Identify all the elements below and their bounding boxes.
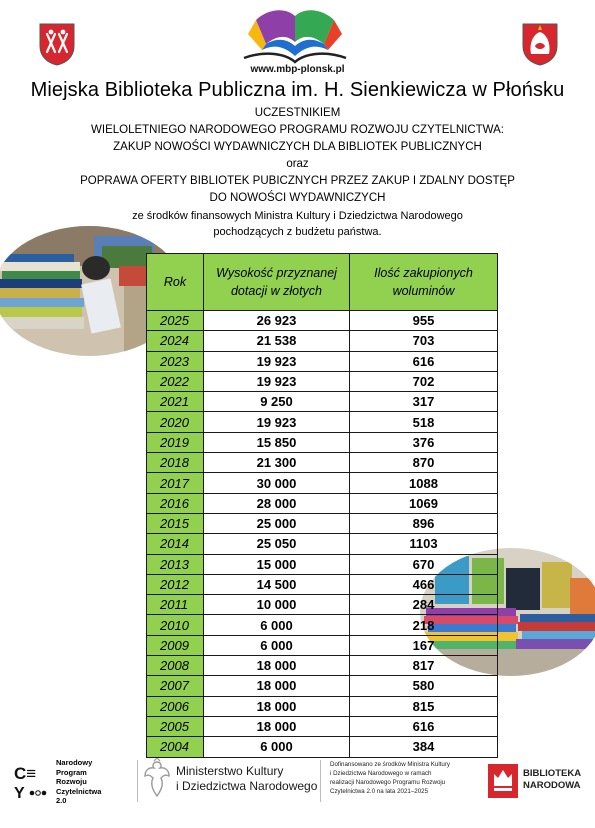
year-cell: 2011 xyxy=(147,595,204,615)
amount-cell: 9 250 xyxy=(204,392,350,412)
table-row xyxy=(147,432,498,452)
header-line: ze środków finansowych Ministra Kultury i Dziedzictwa Narodowego xyxy=(132,210,463,222)
nprc-label xyxy=(56,758,101,806)
header-line: DO NOWOŚCI WYDAWNICZYCH xyxy=(209,192,386,204)
white-eagle-emblem-icon xyxy=(143,758,171,800)
nprc-line: 2.0 xyxy=(56,796,67,805)
volumes-cell: 1069 xyxy=(350,493,498,513)
header-line: POPRAWA OFERTY BIBLIOTEK PUBICZNYCH PRZEZ ZAKUP I ZDALNY DOSTĘP xyxy=(80,175,515,187)
volumes-cell: 955 xyxy=(350,311,498,331)
ministry-line: Ministerstwo Kultury xyxy=(176,764,284,778)
year-cell: 2017 xyxy=(147,473,204,493)
amount-cell: 6 000 xyxy=(204,635,350,655)
year-cell: 2016 xyxy=(147,493,204,513)
volumes-cell: 703 xyxy=(350,331,498,351)
table-row xyxy=(147,676,498,696)
page-title: Miejska Biblioteka Publiczna im. H. Sienkiewicza w Płońsku xyxy=(30,79,565,101)
amount-cell: 28 000 xyxy=(204,493,350,513)
volumes-cell: 518 xyxy=(350,412,498,432)
header-line: oraz xyxy=(286,158,309,170)
amount-cell: 30 000 xyxy=(204,473,350,493)
year-cell: 2023 xyxy=(147,351,204,371)
year-cell: 2009 xyxy=(147,635,204,655)
footer-divider xyxy=(137,760,138,802)
amount-cell: 14 500 xyxy=(204,574,350,594)
amount-cell: 15 850 xyxy=(204,432,350,452)
table-row xyxy=(147,473,498,493)
volumes-cell: 384 xyxy=(350,737,498,757)
table-row xyxy=(147,371,498,391)
bn-line: NARODOWA xyxy=(523,780,581,791)
header-line: WIELOLETNIEGO NARODOWEGO PROGRAMU ROZWOJU CZYTELNICTWA: xyxy=(91,124,504,136)
volumes-cell: 218 xyxy=(350,615,498,635)
header-line: UCZESTNIKIEM xyxy=(254,107,341,119)
header-line: pochodzących z budżetu państwa. xyxy=(213,226,382,238)
amount-cell: 21 538 xyxy=(204,331,350,351)
amount-cell: 18 000 xyxy=(204,656,350,676)
table-row xyxy=(147,716,498,736)
funding-note-line: Dofinansowano ze środków Ministra Kultury xyxy=(330,761,451,768)
year-cell: 2025 xyxy=(147,311,204,331)
table-row xyxy=(147,513,498,533)
nprc-line: Czytelnictwa xyxy=(56,786,102,796)
county-coat-of-arms-icon xyxy=(521,22,559,66)
volumes-cell: 815 xyxy=(350,696,498,716)
amount-cell: 19 923 xyxy=(204,351,350,371)
funding-note xyxy=(330,760,450,796)
table-row xyxy=(147,574,498,594)
year-cell: 2006 xyxy=(147,696,204,716)
year-cell: 2015 xyxy=(147,513,204,533)
table-row xyxy=(147,351,498,371)
table-row xyxy=(147,635,498,655)
amount-cell: 25 000 xyxy=(204,513,350,533)
amount-cell: 6 000 xyxy=(204,615,350,635)
year-cell: 2020 xyxy=(147,412,204,432)
volumes-cell: 1088 xyxy=(350,473,498,493)
volumes-cell: 466 xyxy=(350,574,498,594)
table-body xyxy=(147,311,498,758)
volumes-cell: 702 xyxy=(350,371,498,391)
column-header-amount: Wysokość przyznanej dotacji w złotych xyxy=(204,254,350,311)
header-line: ZAKUP NOWOŚCI WYDAWNICZYCH DLA BIBLIOTEK PUBLICZNYCH xyxy=(113,141,482,153)
year-cell: 2007 xyxy=(147,676,204,696)
amount-cell: 18 000 xyxy=(204,676,350,696)
table-row xyxy=(147,696,498,716)
library-book-logo xyxy=(236,4,354,66)
year-cell: 2005 xyxy=(147,716,204,736)
table-row xyxy=(147,656,498,676)
amount-cell: 21 300 xyxy=(204,453,350,473)
table-row xyxy=(147,615,498,635)
volumes-cell: 1103 xyxy=(350,534,498,554)
national-library-logo-icon xyxy=(488,764,518,798)
year-cell: 2004 xyxy=(147,737,204,757)
footer-divider xyxy=(320,760,321,802)
table-row xyxy=(147,392,498,412)
national-library-label xyxy=(523,768,581,792)
amount-cell: 15 000 xyxy=(204,554,350,574)
volumes-cell: 284 xyxy=(350,595,498,615)
funding-note-line: i Dziedzictwa Narodowego w ramach xyxy=(330,770,432,777)
library-website-url[interactable]: www.mbp-plonsk.pl xyxy=(250,64,345,75)
amount-cell: 18 000 xyxy=(204,716,350,736)
year-cell: 2012 xyxy=(147,574,204,594)
funding-note-line: Czytelnictwa 2.0 na lata 2021–2025 xyxy=(330,788,429,795)
volumes-cell: 616 xyxy=(350,716,498,736)
plonsk-coat-of-arms-icon xyxy=(38,22,76,66)
amount-cell: 26 923 xyxy=(204,311,350,331)
bn-line: BIBLIOTEKA xyxy=(523,768,582,779)
volumes-cell: 167 xyxy=(350,635,498,655)
column-header-volumes: Ilość zakupionych woluminów xyxy=(350,254,498,311)
volumes-cell: 317 xyxy=(350,392,498,412)
year-cell: 2021 xyxy=(147,392,204,412)
grants-table xyxy=(146,253,498,758)
ministry-label xyxy=(176,764,317,794)
volumes-cell: 670 xyxy=(350,554,498,574)
year-cell: 2018 xyxy=(147,453,204,473)
amount-cell: 19 923 xyxy=(204,371,350,391)
volumes-cell: 616 xyxy=(350,351,498,371)
volumes-cell: 870 xyxy=(350,453,498,473)
year-cell: 2014 xyxy=(147,534,204,554)
funding-note-line: realizacji Narodowego Programu Rozwoju xyxy=(330,779,446,786)
nprc-line: Narodowy xyxy=(56,758,93,767)
table-row xyxy=(147,595,498,615)
year-cell: 2008 xyxy=(147,656,204,676)
amount-cell: 18 000 xyxy=(204,696,350,716)
column-header-year: Rok xyxy=(147,254,204,311)
svg-text:C≡: C≡ xyxy=(14,764,37,783)
volumes-cell: 896 xyxy=(350,513,498,533)
amount-cell: 19 923 xyxy=(204,412,350,432)
table-header-row xyxy=(147,254,498,311)
nprc-logo-icon xyxy=(14,762,48,800)
svg-text:Y: Y xyxy=(14,785,25,800)
table-row xyxy=(147,534,498,554)
amount-cell: 6 000 xyxy=(204,737,350,757)
year-cell: 2010 xyxy=(147,615,204,635)
table-row xyxy=(147,331,498,351)
year-cell: 2024 xyxy=(147,331,204,351)
ministry-line: i Dziedzictwa Narodowego xyxy=(176,779,318,793)
table-row xyxy=(147,311,498,331)
year-cell: 2013 xyxy=(147,554,204,574)
volumes-cell: 580 xyxy=(350,676,498,696)
table-row xyxy=(147,453,498,473)
volumes-cell: 376 xyxy=(350,432,498,452)
amount-cell: 10 000 xyxy=(204,595,350,615)
table-row xyxy=(147,493,498,513)
table-row xyxy=(147,412,498,432)
nprc-line: Program xyxy=(56,767,87,777)
year-cell: 2022 xyxy=(147,371,204,391)
amount-cell: 25 050 xyxy=(204,534,350,554)
year-cell: 2019 xyxy=(147,432,204,452)
table-row xyxy=(147,554,498,574)
table-row xyxy=(147,737,498,757)
volumes-cell: 817 xyxy=(350,656,498,676)
nprc-line: Rozwoju xyxy=(56,777,87,786)
